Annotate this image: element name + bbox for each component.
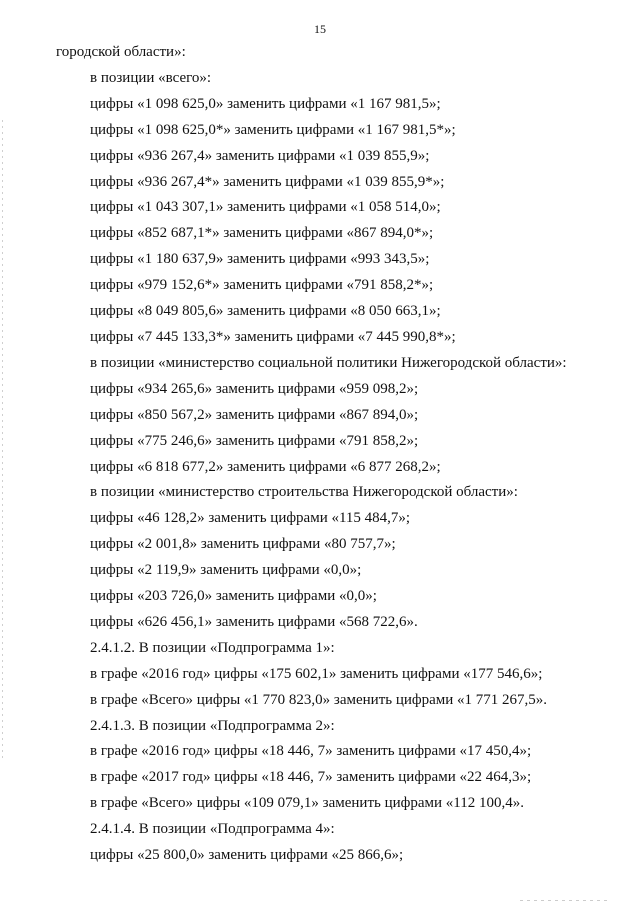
text-line: цифры «979 152,6*» заменить цифрами «791 858,2*»; bbox=[90, 277, 434, 294]
text-line: в графе «2016 год» цифры «18 446, 7» заменить цифрами «17 450,4»; bbox=[90, 743, 532, 760]
text-line: в графе «Всего» цифры «1 770 823,0» заменить цифрами «1 771 267,5». bbox=[90, 691, 548, 708]
text-line: цифры «7 445 133,3*» заменить цифрами «7 445 990,8*»; bbox=[90, 328, 456, 345]
text-line: цифры «852 687,1*» заменить цифрами «867 894,0*»; bbox=[90, 225, 434, 242]
text-line: цифры «46 128,2» заменить цифрами «115 484,7»; bbox=[90, 510, 411, 527]
text-line: 2.4.1.2. В позиции «Подпрограмма 1»: bbox=[90, 639, 335, 656]
text-line: в позиции «всего»: bbox=[90, 69, 212, 86]
text-line: 2.4.1.4. В позиции «Подпрограмма 4»: bbox=[90, 821, 335, 838]
text-line: цифры «25 800,0» заменить цифрами «25 866,6»; bbox=[90, 847, 404, 864]
text-line: в позиции «министерство социальной политики Нижегородской области»: bbox=[90, 354, 567, 371]
text-line: цифры «775 246,6» заменить цифрами «791 858,2»; bbox=[90, 432, 419, 449]
text-line: городской области»: bbox=[56, 44, 186, 60]
text-line: в графе «2016 год» цифры «175 602,1» заменить цифрами «177 546,6»; bbox=[90, 665, 543, 682]
text-line: цифры «626 456,1» заменить цифрами «568 722,6». bbox=[90, 613, 418, 630]
text-line: в позиции «министерство строительства Нижегородской области»: bbox=[90, 484, 518, 501]
text-line: цифры «1 180 637,9» заменить цифрами «993 343,5»; bbox=[90, 251, 430, 268]
text-line: цифры «1 098 625,0» заменить цифрами «1 167 981,5»; bbox=[90, 95, 441, 112]
text-line: цифры «1 043 307,1» заменить цифрами «1 058 514,0»; bbox=[90, 199, 441, 216]
text-line: цифры «850 567,2» заменить цифрами «867 894,0»; bbox=[90, 406, 419, 423]
text-line: цифры «2 001,8» заменить цифрами «80 757,7»; bbox=[90, 536, 396, 553]
document-body bbox=[56, 40, 616, 869]
scan-edge-mark bbox=[2, 120, 3, 760]
text-line: цифры «2 119,9» заменить цифрами «0,0»; bbox=[90, 562, 362, 579]
scan-bottom-mark bbox=[520, 900, 610, 901]
text-line: цифры «8 049 805,6» заменить цифрами «8 050 663,1»; bbox=[90, 303, 441, 320]
text-line: цифры «936 267,4*» заменить цифрами «1 039 855,9*»; bbox=[90, 173, 445, 190]
text-line: в графе «2017 год» цифры «18 446, 7» заменить цифрами «22 464,3»; bbox=[90, 769, 532, 786]
page-number: 15 bbox=[314, 22, 326, 36]
text-line: цифры «203 726,0» заменить цифрами «0,0»; bbox=[90, 588, 377, 605]
text-line: в графе «Всего» цифры «109 079,1» заменить цифрами «112 100,4». bbox=[90, 795, 524, 812]
text-line: цифры «6 818 677,2» заменить цифрами «6 877 268,2»; bbox=[90, 458, 441, 475]
text-line: цифры «1 098 625,0*» заменить цифрами «1 167 981,5*»; bbox=[90, 121, 456, 138]
text-line: цифры «936 267,4» заменить цифрами «1 039 855,9»; bbox=[90, 147, 430, 164]
text-line: цифры «934 265,6» заменить цифрами «959 098,2»; bbox=[90, 380, 419, 397]
text-line: 2.4.1.3. В позиции «Подпрограмма 2»: bbox=[90, 717, 335, 734]
